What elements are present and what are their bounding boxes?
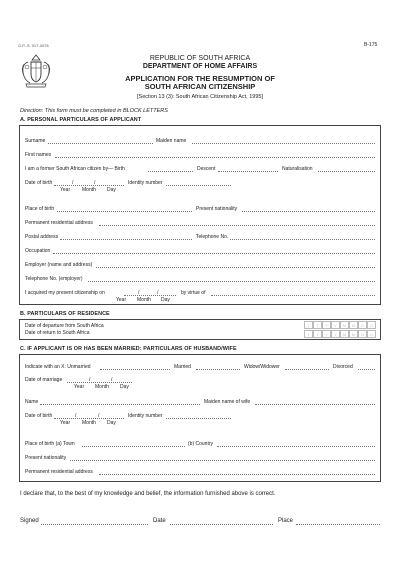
date-cell[interactable]: D <box>358 321 367 329</box>
married-label: Married <box>174 364 191 370</box>
place-field[interactable] <box>296 524 380 525</box>
form-title-line1: APPLICATION FOR THE RESUMPTION OF <box>125 74 275 83</box>
spouse-pob-town-field[interactable] <box>82 446 185 447</box>
date-cell[interactable]: M <box>349 321 358 329</box>
departure-label: Date of departure from South Africa <box>25 323 104 329</box>
dob-field[interactable] <box>54 185 124 186</box>
permanent-address-label: Permanent residential address <box>25 220 93 226</box>
id-number-field[interactable] <box>166 185 231 186</box>
telephone-employer-label: Telephone No. (employer) <box>25 276 83 282</box>
date-of-marriage-label: Date of marriage <box>25 377 63 383</box>
section-c-heading: C. IF APPLICANT IS OR HAS BEEN MARRIED: PARTICULARS OF HUSBAND/WIFE <box>20 346 237 352</box>
present-nationality-label: Present nationality <box>196 206 238 212</box>
date-label: Date <box>153 518 166 524</box>
form-title-line2: SOUTH AFRICAN CITIZENSHIP <box>144 82 256 91</box>
first-names-field[interactable] <box>55 157 375 158</box>
form-code-left: G.P.-S. 017-0078 <box>18 43 49 48</box>
acquired-sep-2: / <box>157 290 159 296</box>
date-field[interactable] <box>170 524 273 525</box>
spouse-dob-field[interactable] <box>54 418 124 419</box>
married-field[interactable] <box>196 369 240 370</box>
employer-label: Employer (name and address) <box>25 262 93 268</box>
departure-date-cells[interactable] <box>304 321 376 329</box>
section-reference: [Section 13 (3): South African Citizenship Act, 1995] <box>137 94 263 100</box>
date-cell[interactable]: Y <box>331 321 340 329</box>
by-virtue-field[interactable] <box>211 295 375 296</box>
date-cell[interactable]: Y <box>322 321 331 329</box>
divorced-label: Divorced <box>333 364 353 370</box>
employer-field[interactable] <box>96 267 375 268</box>
descent-field[interactable] <box>218 171 278 172</box>
date-cell[interactable]: D <box>367 321 376 329</box>
permanent-address-field[interactable] <box>99 225 375 226</box>
date-of-marriage-field[interactable] <box>67 382 132 383</box>
date-cell[interactable]: Y <box>304 321 313 329</box>
spouse-pob-town-label: Place of birth (a) Town <box>25 441 75 447</box>
widower-field[interactable] <box>285 369 329 370</box>
descent-label: Descent <box>197 166 216 172</box>
dob-sep-1: / <box>72 180 74 186</box>
date-cell[interactable]: M <box>349 330 358 338</box>
date-cell[interactable]: Y <box>322 330 331 338</box>
telephone-label: Telephone No. <box>196 234 229 240</box>
telephone-field[interactable] <box>230 239 375 240</box>
department-heading: DEPARTMENT OF HOME AFFAIRS <box>142 63 258 70</box>
spouse-dob-month-label: Month <box>82 420 96 426</box>
place-of-birth-label: Place of birth <box>25 206 55 212</box>
postal-address-field[interactable] <box>60 239 192 240</box>
direction-note: Direction: This form must be completed in BLOCK LETTERS <box>20 108 168 114</box>
spouse-pob-country-label: (b) Country <box>188 441 214 447</box>
surname-label: Surname <box>25 138 46 144</box>
maiden-name-label: Maiden name <box>156 138 187 144</box>
naturalisation-label: Naturalisation <box>282 166 313 172</box>
unmarried-field[interactable] <box>100 369 170 370</box>
maiden-name-field[interactable] <box>192 143 375 144</box>
return-date-cells[interactable] <box>304 330 376 338</box>
spouse-dob-sep-1: / <box>75 413 77 419</box>
id-number-label: Identity number <box>128 180 163 186</box>
spouse-id-field[interactable] <box>166 418 231 419</box>
acquired-label: I acquired my present citizenship on <box>25 290 105 296</box>
republic-heading: REPUBLIC OF SOUTH AFRICA <box>149 55 251 62</box>
marriage-day-label: Day <box>120 384 129 390</box>
spouse-address-label: Permanent residential address <box>25 469 93 475</box>
spouse-dob-label: Date of birth <box>25 413 53 419</box>
signed-label: Signed <box>20 518 39 524</box>
naturalisation-field[interactable] <box>318 171 375 172</box>
widower-label: Widow/Widower <box>244 364 280 370</box>
acquired-sep-1: / <box>138 290 140 296</box>
indicate-label: Indicate with an X: Unmarried <box>25 364 91 370</box>
marriage-year-label: Year <box>74 384 85 390</box>
form-code-right: B-175 <box>364 42 378 48</box>
former-citizen-label: I am a former South African citizen by— Birth <box>25 166 125 172</box>
date-cell[interactable]: Y <box>313 330 322 338</box>
divorced-field[interactable] <box>358 369 375 370</box>
declaration-text: I declare that, to the best of my knowledge and belief, the information furnished above is correct. <box>20 491 276 497</box>
spouse-nationality-label: Present nationality <box>25 455 67 461</box>
acquired-month-label: Month <box>137 297 151 303</box>
spouse-nationality-field[interactable] <box>70 460 375 461</box>
dob-sep-2: / <box>94 180 96 186</box>
spouse-address-field[interactable] <box>99 474 375 475</box>
dob-month-label: Month <box>82 187 96 193</box>
place-of-birth-field[interactable] <box>57 211 192 212</box>
maiden-name-wife-label: Maiden name of wife <box>204 399 251 405</box>
spouse-pob-country-field[interactable] <box>217 446 375 447</box>
occupation-label: Occupation <box>25 248 51 254</box>
spouse-dob-day-label: Day <box>107 420 116 426</box>
date-cell[interactable]: D <box>358 330 367 338</box>
acquired-year-label: Year <box>116 297 127 303</box>
dob-year-label: Year <box>60 187 71 193</box>
place-label: Place <box>278 518 294 524</box>
date-cell[interactable]: Y <box>331 330 340 338</box>
telephone-employer-field[interactable] <box>88 281 375 282</box>
present-nationality-field[interactable] <box>242 211 375 212</box>
date-cell[interactable]: M <box>340 321 349 329</box>
date-cell[interactable]: Y <box>313 321 322 329</box>
marriage-sep-1: / <box>89 377 91 383</box>
spouse-dob-sep-2: / <box>98 413 100 419</box>
surname-field[interactable] <box>48 143 153 144</box>
marriage-sep-2: / <box>111 377 113 383</box>
occupation-field[interactable] <box>53 253 375 254</box>
acquired-date-field[interactable] <box>124 295 176 296</box>
section-b-heading: B. PARTICULARS OF RESIDENCE <box>20 311 110 317</box>
date-cell[interactable]: M <box>340 330 349 338</box>
return-label: Date of return to South Africa <box>25 330 90 336</box>
section-a-heading: A. PERSONAL PARTICULARS OF APPLICANT <box>20 117 142 123</box>
spouse-id-label: Identity number <box>128 413 163 419</box>
by-virtue-label: by virtue of <box>181 290 206 296</box>
date-cell[interactable]: D <box>367 330 376 338</box>
dob-label: Date of birth <box>25 180 53 186</box>
date-cell[interactable]: Y <box>304 330 313 338</box>
spouse-name-field[interactable] <box>40 404 200 405</box>
marriage-month-label: Month <box>95 384 109 390</box>
birth-field[interactable] <box>148 171 193 172</box>
maiden-name-wife-field[interactable] <box>255 404 375 405</box>
first-names-label: First names <box>25 152 52 158</box>
acquired-day-label: Day <box>161 297 170 303</box>
signed-field[interactable] <box>41 524 148 525</box>
spouse-dob-year-label: Year <box>60 420 71 426</box>
postal-address-label: Postal address <box>25 234 59 240</box>
spouse-name-label: Name <box>25 399 39 405</box>
dob-day-label: Day <box>107 187 116 193</box>
